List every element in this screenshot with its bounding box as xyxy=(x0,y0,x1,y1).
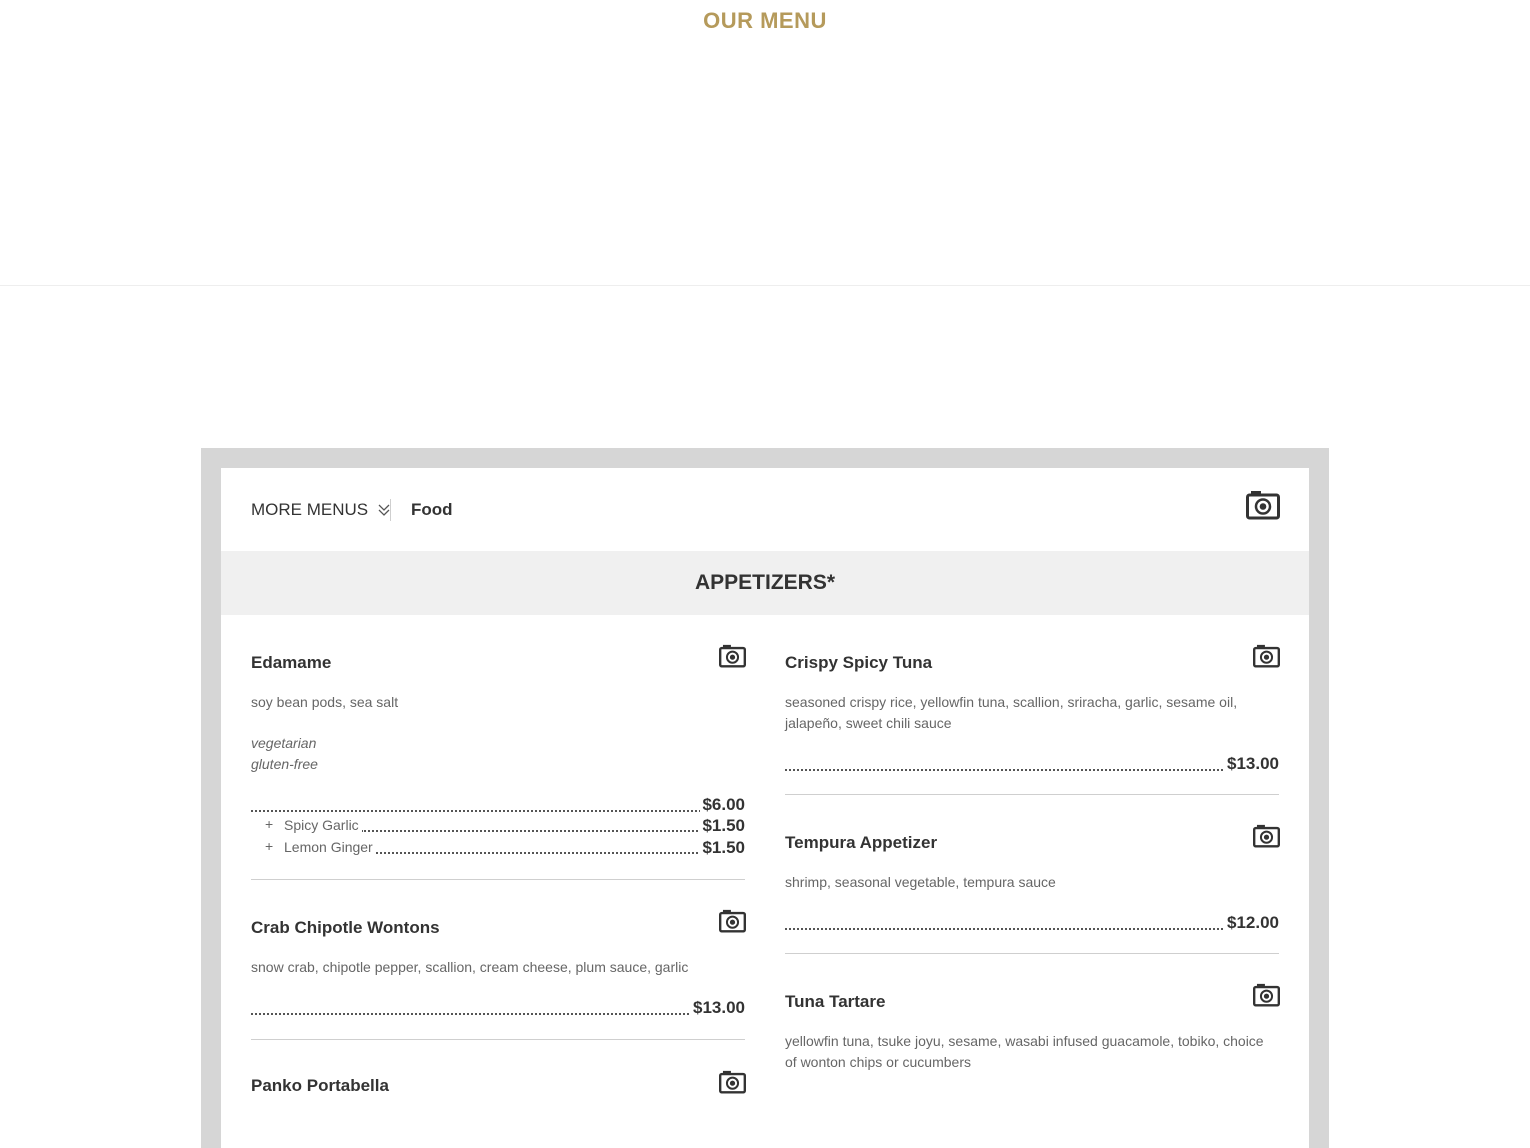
hero-divider xyxy=(0,285,1530,286)
addon-price: $1.50 xyxy=(702,816,745,835)
menu-item-crispy-spicy-tuna xyxy=(785,653,1279,795)
addon-row xyxy=(251,816,745,836)
dot-leader xyxy=(251,810,745,812)
item-name: Panko Portabella xyxy=(251,1076,389,1095)
item-tag-gluten-free: gluten-free xyxy=(251,756,318,772)
item-divider xyxy=(251,1039,745,1040)
camera-icon[interactable] xyxy=(1253,644,1280,673)
menu-item-edamame xyxy=(251,653,745,880)
item-price: $6.00 xyxy=(702,795,745,814)
page-title: OUR MENU xyxy=(703,8,827,33)
dot-leader xyxy=(361,852,745,854)
item-description: soy bean pods, sea salt xyxy=(251,694,399,710)
dot-leader xyxy=(251,1013,745,1015)
menu-item-tuna-tartare xyxy=(785,992,1279,1092)
price-row xyxy=(251,998,745,1018)
item-description: seasoned crispy rice, yellowfin tuna, scallion, sriracha, garlic, sesame oil, jalapeño, sweet chili sauce xyxy=(785,694,1238,731)
menu-panel xyxy=(221,468,1309,1148)
dot-leader xyxy=(361,830,745,832)
item-name: Tuna Tartare xyxy=(785,992,886,1011)
current-menu-label[interactable]: Food xyxy=(411,500,453,519)
plus-icon: + xyxy=(265,816,274,832)
item-price: $13.00 xyxy=(693,998,745,1017)
camera-icon[interactable] xyxy=(1246,490,1280,525)
camera-icon[interactable] xyxy=(719,644,746,673)
more-menus-dropdown[interactable] xyxy=(251,500,390,520)
menu-item-panko-portabella xyxy=(251,1076,745,1116)
addon-row xyxy=(251,838,745,858)
item-name: Tempura Appetizer xyxy=(785,833,938,852)
price-row xyxy=(785,754,1279,774)
menu-topbar xyxy=(221,468,1309,551)
menu-item-tempura-appetizer xyxy=(785,833,1279,955)
camera-icon[interactable] xyxy=(719,1070,746,1099)
item-price: $13.00 xyxy=(1227,754,1279,773)
item-description: yellowfin tuna, tsuke joyu, sesame, wasabi infused guacamole, tobiko, choice of wonton chips or cucumbers xyxy=(785,1033,1264,1070)
dot-leader xyxy=(785,928,1279,930)
item-description: shrimp, seasonal vegetable, tempura sauce xyxy=(785,874,1056,890)
plus-icon: + xyxy=(265,838,274,854)
more-menus-label: MORE MENUS xyxy=(251,500,369,519)
topbar-separator xyxy=(390,499,391,521)
item-description: snow crab, chipotle pepper, scallion, cream cheese, plum sauce, garlic xyxy=(251,959,689,975)
camera-icon[interactable] xyxy=(719,909,746,938)
item-divider xyxy=(785,953,1279,954)
addon-name: Spicy Garlic xyxy=(284,817,362,833)
price-row xyxy=(785,913,1279,933)
price-row xyxy=(251,795,745,815)
item-divider xyxy=(785,794,1279,795)
item-tag-vegetarian: vegetarian xyxy=(251,735,317,751)
chevron-double-down-icon xyxy=(378,502,390,518)
menu-item-crab-chipotle-wontons xyxy=(251,918,745,1040)
addon-name: Lemon Ginger xyxy=(284,839,376,855)
item-price: $12.00 xyxy=(1227,913,1279,932)
dot-leader xyxy=(785,769,1279,771)
addon-price: $1.50 xyxy=(702,838,745,857)
item-name: Crab Chipotle Wontons xyxy=(251,918,440,937)
item-name: Crispy Spicy Tuna xyxy=(785,653,933,672)
menu-frame xyxy=(201,448,1329,1148)
camera-icon[interactable] xyxy=(1253,983,1280,1012)
section-header-appetizers: APPETIZERS* xyxy=(221,551,1309,615)
item-divider xyxy=(251,879,745,880)
item-name: Edamame xyxy=(251,653,332,672)
camera-icon[interactable] xyxy=(1253,824,1280,853)
